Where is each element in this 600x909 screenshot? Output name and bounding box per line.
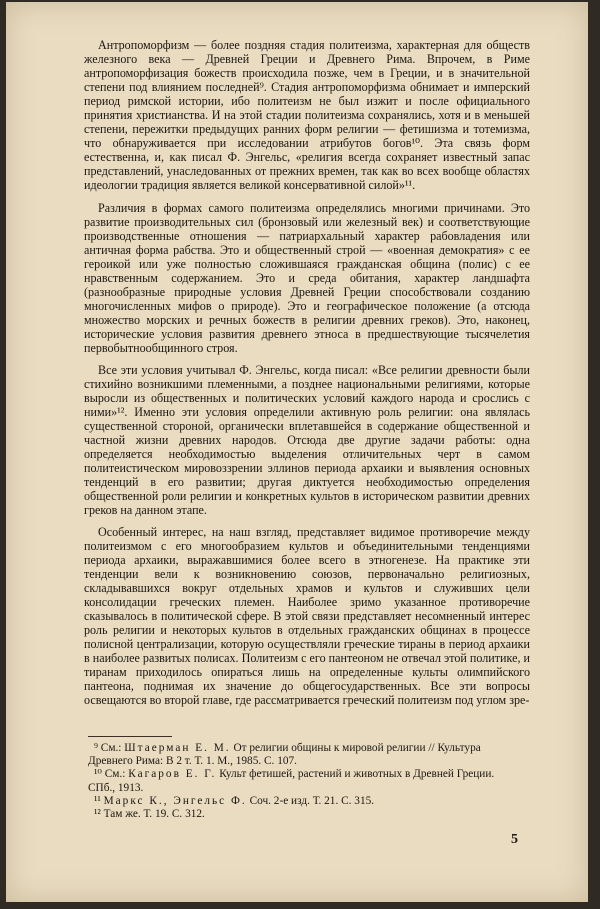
footnote-text: От религии общины к мировой религии // Культура Древнего Рима: В 2 т. Т. 1. М., 1985. С. 107.: [88, 742, 481, 768]
footnotes: [88, 742, 518, 821]
footnote-9: [88, 742, 518, 768]
footnote-divider: [88, 736, 172, 737]
paragraph-3: Все эти условия учитывал Ф. Энгельс, когда писал: «Все религии древности были стихийно возникшими племенными, а позднее национальными религиями, которые выросли из общественных и политических условий каждого народа и срослись с ними»¹². Именно эти условия определили активную роль религии: она являлась существенной стороной, органически вплетавшейся в содержание общественной и частной жизни древних народов. Отсюда две другие задачи работы: одна определяется необходимостью выделения отличительных черт в самом политеистическом мировоззрении эллинов периода архаики и выявления основных тенденций в его развитии; другая диктуется необходимостью определения общественной роли религии и конкретных культов в историческом развитии древних греков на данном этапе.: [84, 362, 530, 517]
footnote-10: [88, 768, 518, 794]
paragraph-4: Особенный интерес, на наш взгляд, представляет видимое противоречие между политеизмом с его многообразием культов и объединительными тенденциями периода архаики, выражавшимися более всего в этногенезе. На практике эти тенденции вели к возникновению союзов, первоначально религиозных, складывавшихся вокруг отдельных храмов и культов и служивших цели консолидации греческих племен. Наиболее зримо указанное противоречие сказывалось в политической сфере. В этой связи представляет несомненный интерес роль религии и некоторых культов в отдельных гражданских общинах в процессе полисной централизации, которую осуществляли греческие тираны в период архаики в наиболее развитых полисах. Политеизм с его пантеоном не отвечал этой политике, и тиранам приходилось опираться лишь на определенные культы олимпийского пантеона, поднимая их значение до общегосударственных. Все эти вопросы освещаются во второй главе, где рассматривается греческий политеизм под углом зре-: [84, 524, 530, 708]
footnote-prefix: См.:: [100, 742, 125, 754]
footnote-author: Кагаров Е. Г.: [128, 768, 217, 781]
footnote-author: Маркс К., Энгельс Ф.: [103, 794, 247, 807]
footnote-mark: ¹²: [94, 808, 101, 821]
footnote-text: Там же. Т. 19. С. 312.: [103, 808, 205, 821]
footnote-author: Штаерман Е. М.: [124, 742, 231, 754]
paragraph-2: Различия в формах самого политеизма определялись многими причинами. Это развитие производительных сил (бронзовый или железный век) и соответствующие производственные отношения — патриархальный характер рабовладения или античная форма рабства. Это и общественный строй — «военная демократия» с ее героикой или уже полностью сложившаяся гражданская община (полис) с ее нравственным содержанием. Это и среда обитания, характер ландшафта (разнообразные природные условия Древней Греции способствовали созданию многочисленных мифов о природе). Это и географическое положение (а отсюда множество морских и речных божеств в религии древних греков). Это, наконец, исторические условия развития древнего этноса в предшествующие тысячелетия первобытнообщинного строя.: [84, 200, 530, 355]
footnote-mark: ¹⁰: [94, 768, 102, 781]
page-number: 5: [511, 832, 518, 847]
footnote-text: Соч. 2-е изд. Т. 21. С. 315.: [246, 794, 375, 807]
footnote-prefix: См.:: [104, 768, 129, 781]
footnote-12: [88, 808, 518, 821]
footnote-mark: ¹¹: [94, 794, 101, 807]
main-text: [84, 38, 530, 715]
book-page: [6, 2, 588, 902]
paragraph-1: Антропоморфизм — более поздняя стадия политеизма, характерная для обществ железного века — Древней Греции и Древнего Рима. Впрочем, в Риме антропоморфизация божеств происходила позже, чем в Греции, и в значительной степени под влиянием последней⁹. Стадия антропоморфизма обнимает и имперский период римской истории, ибо политеизм не был изжит и после официального принятия христианства. И на этой стадии политеизма сохранялись, хотя и в меньшей степени, пережитки предыдущих ранних форм религии — фетишизма и тотемизма, что обнаруживается при исследовании атрибутов богов¹⁰. Эта связь форм естественна, и, как писал Ф. Энгельс, «религия всегда сохраняет известный запас представлений, унаследованных от прежних времен, так как во всех вообще областях идеологии традиция является великой консервативной силой»¹¹.: [84, 38, 530, 193]
footnote-11: [88, 795, 518, 808]
footnote-text: Культ фетишей, растений и животных в Древней Греции. СПб., 1913.: [88, 768, 495, 794]
footnote-mark: ⁹: [94, 742, 98, 754]
